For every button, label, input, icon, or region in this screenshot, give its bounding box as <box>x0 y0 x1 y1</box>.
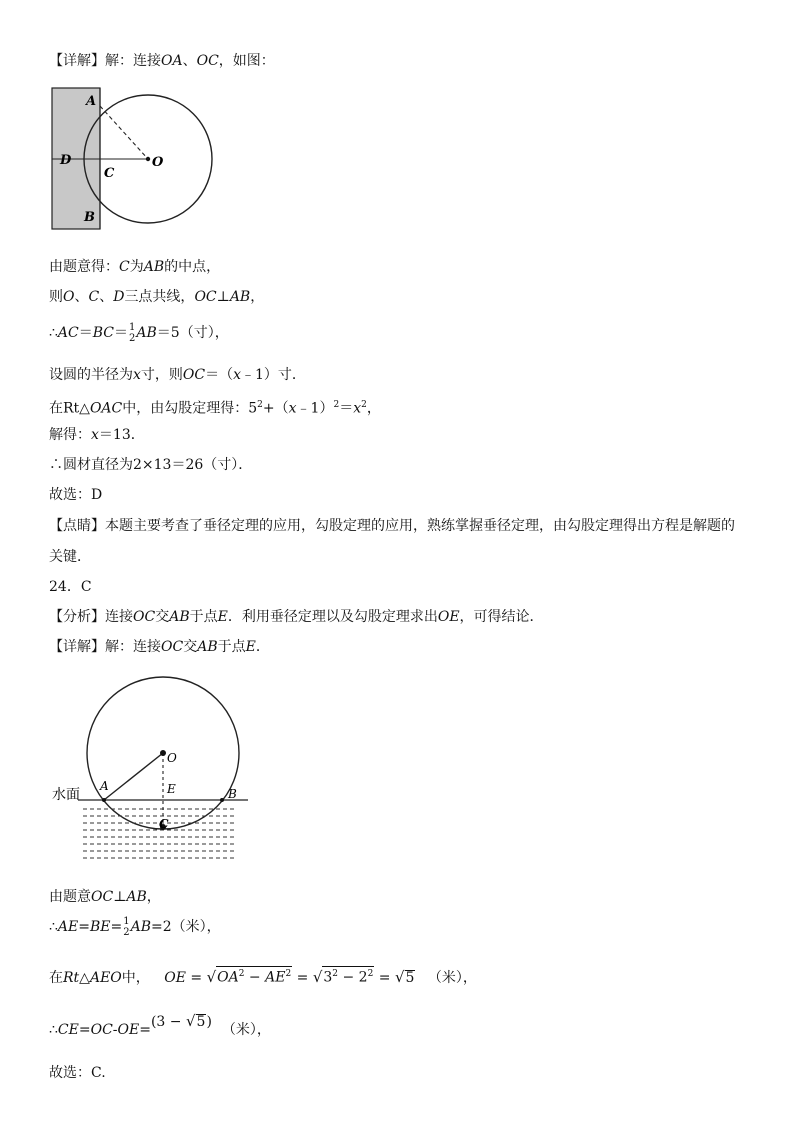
expression-3-minus-root5: (3 − √5) <box>150 1012 212 1030</box>
segment-ao <box>100 106 148 159</box>
water-surface-label: 水面 <box>52 787 80 803</box>
text-line: 由题意得：C为AB的中点， <box>49 259 221 275</box>
text-line: 设圆的半径为x寸，则OC＝（x﹣1）寸． <box>49 367 306 383</box>
label-o: O <box>167 751 177 765</box>
label-e: E <box>167 782 176 796</box>
text-line: 则O、C、D三点共线，OC⊥AB， <box>49 289 265 305</box>
figure-1-circle-wood <box>44 84 224 234</box>
text-line-fraction: ∴AC＝BC＝ 1 2 AB＝5（寸）， <box>49 322 229 344</box>
label-d: D <box>60 153 72 168</box>
point-a <box>102 798 106 802</box>
analysis-line: 【分析】连接OC交AB于点E．利用垂径定理以及勾股定理求出OE，可得结论． <box>49 609 544 625</box>
label-c: C <box>104 166 115 181</box>
question-number: 24．C <box>49 579 92 595</box>
label-o: O <box>152 155 164 170</box>
text-line: ∴CE=OC-OE=(3 − √5) （米）， <box>49 1012 271 1038</box>
equation-oe: OE = $√OA^2 - AE^2 = √3^2 - 2^2 = √5$ <box>164 968 415 986</box>
label-a: A <box>100 779 109 793</box>
point-o <box>160 750 166 756</box>
text-line-fraction: ∴AE=BE= 1 2 AB=2（米）， <box>49 916 221 938</box>
comment-line: 关键． <box>49 549 91 565</box>
text-line: ∴圆材直径为2×13＝26（寸）． <box>49 457 253 473</box>
text-line: 故选：C. <box>49 1065 106 1081</box>
segment-ao <box>104 753 163 800</box>
text-line: 由题意OC⊥AB， <box>49 889 161 905</box>
figure-2-water-circle <box>48 672 248 862</box>
label-a: A <box>86 94 97 109</box>
point-o <box>146 157 150 161</box>
label-c: C <box>159 817 169 831</box>
text-line: 在Rt△OAC中，由勾股定理得：$5^2+(x﹣1)^2=x^2$， <box>49 400 381 417</box>
label-b: B <box>84 210 95 225</box>
detail-heading: 【详解】解：连接OA、OC，如图： <box>49 53 275 69</box>
fraction-half: 1 2 <box>129 322 136 344</box>
point-b <box>220 798 224 802</box>
fraction-half: 1 2 <box>123 916 130 938</box>
text-line: 解得：x＝13． <box>49 427 145 443</box>
detail-line: 【详解】解：连接OC交AB于点E． <box>49 639 270 655</box>
text-line-equation: 在Rt△AEO中， OE = $√OA^2 - AE^2 = √3^2 - 2^2 = √5$ （米）， <box>49 968 477 986</box>
comment-line: 【点睛】本题主要考查了垂径定理的应用，勾股定理的应用，熟练掌握垂径定理，由勾股定理得出方程是解题的 <box>49 518 735 534</box>
label-b: B <box>228 787 237 801</box>
text-line: 故选：D <box>49 487 103 503</box>
detail-tag: 【详解】 <box>49 53 105 69</box>
